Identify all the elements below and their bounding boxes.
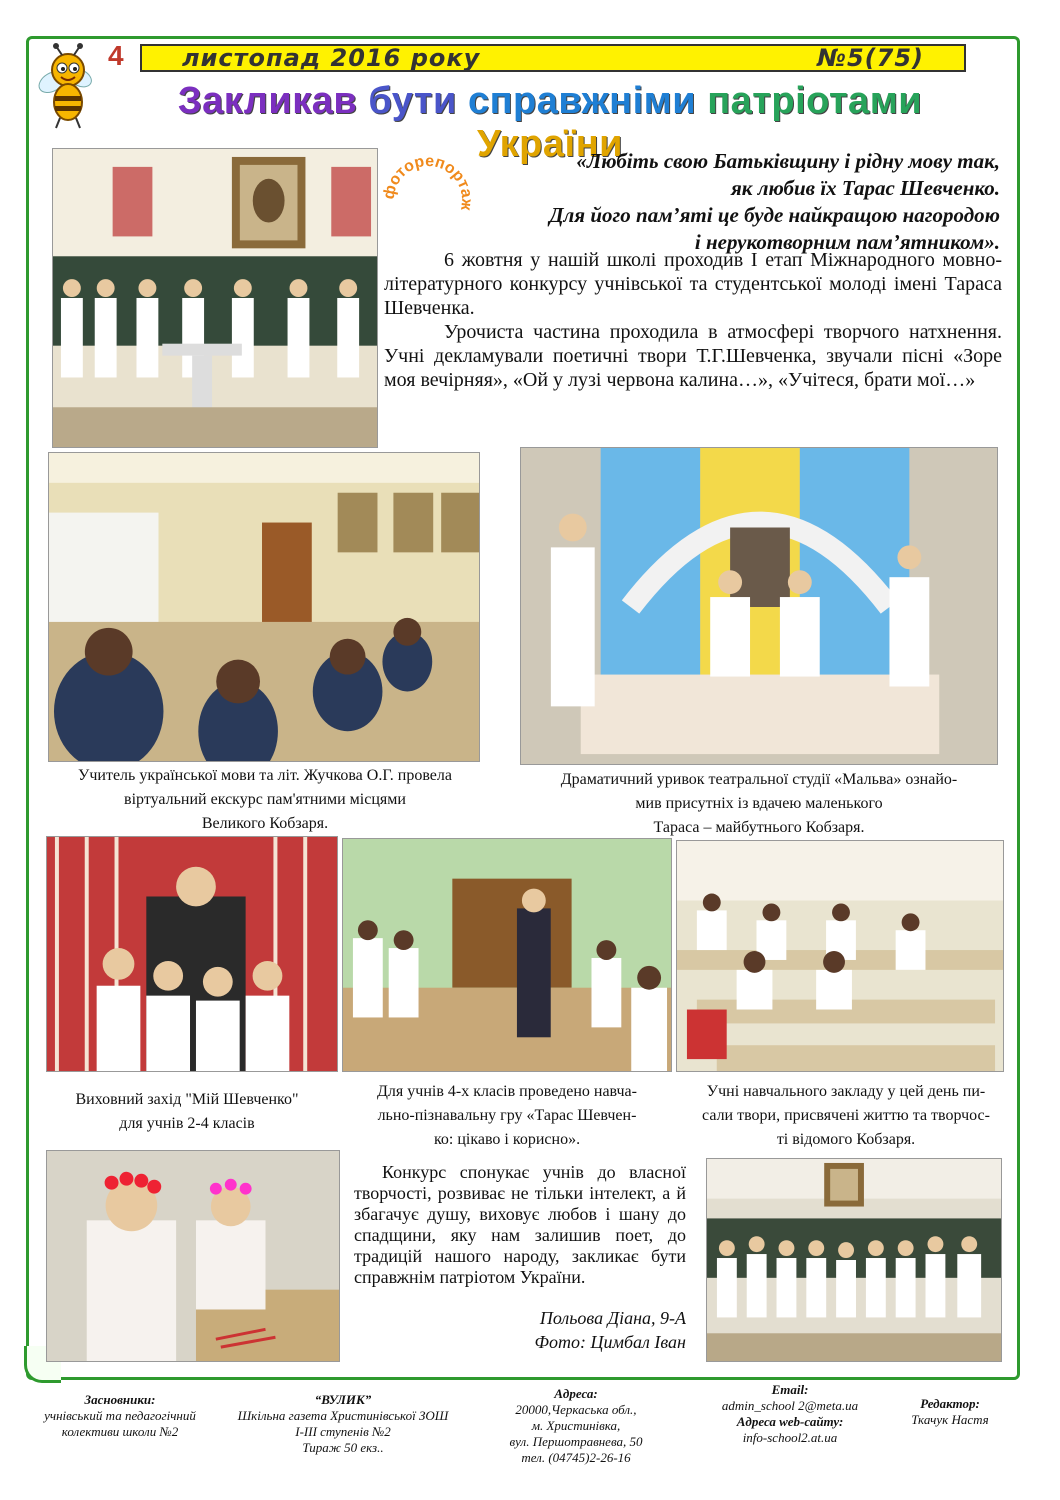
footer-line: тел. (04745)2-26-16 xyxy=(521,1450,631,1465)
caption-line: віртуальний екскурс пам'ятними місцями xyxy=(124,791,406,808)
intro-text xyxy=(384,248,1002,392)
intro-paragraph: 6 жовтня у нашій школі проходив І етап Міжнародного мовно-літературного конкурсу учнівської та студентської молоді імені Тараса Шевченка. xyxy=(384,249,1002,319)
caption-line: Виховний захід "Мій Шевченко" xyxy=(75,1091,299,1108)
photo-virtual-excursion xyxy=(48,452,480,762)
title-word: патріотами xyxy=(707,80,923,122)
caption-line: Учні навчального закладу у цей день пи- xyxy=(706,1083,986,1100)
photoreport-badge-text: фоторепортаж xyxy=(380,152,476,212)
footer-line: І-ІІІ ступенів №2 xyxy=(295,1424,391,1439)
intro-paragraph: Урочиста частина проходила в атмосфері творчого натхнення. Учні декламували поетичні твори Т.Г.Шевченка, звучали пісні «Зоре моя вечірняя», «Ой у лузі червона калина…», «Учітеся, брати мої…» xyxy=(384,321,1002,391)
photoreport-badge xyxy=(380,152,476,248)
footer-label: “ВУЛИК” xyxy=(314,1392,372,1407)
title-word: України xyxy=(476,123,624,165)
caption-line: мив присутніх із вдачею маленького xyxy=(635,795,883,812)
footer-label: Адреса web-сайту: xyxy=(736,1414,844,1429)
svg-text:фоторепортаж xyxy=(381,153,476,212)
issue-number: №5(75) xyxy=(817,44,924,72)
caption-line: Учитель української мови та літ. Жучкова О.Г. провела xyxy=(78,767,452,784)
caption-line: ті відомого Кобзаря. xyxy=(776,1131,916,1148)
footer-label: Редактор: xyxy=(920,1396,980,1411)
caption-line: Для учнів 4-х класів проведено навча- xyxy=(377,1083,637,1100)
footer-line: 20000,Черкаська обл., xyxy=(515,1402,637,1417)
footer-line: Ткачук Настя xyxy=(911,1412,989,1427)
caption-theatre-studio xyxy=(520,768,998,840)
footer-line: Тираж 50 екз.. xyxy=(302,1440,384,1455)
footer-line: колективи школи №2 xyxy=(61,1424,179,1439)
footer-label: Email: xyxy=(771,1382,809,1397)
photo-writing-essays xyxy=(676,840,1004,1072)
author-credits xyxy=(470,1306,686,1354)
footer-line: вул. Першотравнева, 50 xyxy=(509,1434,643,1449)
caption-writing-essays xyxy=(676,1080,1016,1152)
photo-girls-in-wreaths xyxy=(46,1150,340,1362)
photo-participants-lineup xyxy=(706,1158,1002,1362)
footer-label: Адреса: xyxy=(554,1386,598,1401)
quote-line: «Любіть свою Батьківщину і рідну мову так, xyxy=(576,149,1000,173)
footer-contacts xyxy=(690,1382,890,1446)
footer-line: учнівський та педагогічний xyxy=(44,1408,196,1423)
caption-line: ко: цікаво і корисно». xyxy=(433,1131,581,1148)
quote-line: як любив їх Тарас Шевченко. xyxy=(730,176,1000,200)
footer-address xyxy=(484,1386,668,1466)
issue-date: листопад 2016 року xyxy=(182,44,481,72)
photo-theatre-studio xyxy=(520,447,998,765)
footer-editor xyxy=(894,1396,1006,1428)
title-word: бути xyxy=(368,80,457,122)
caption-line: сали твори, присвячені життю та творчос- xyxy=(702,1107,990,1124)
caption-line: Тараса – майбутнього Кобзаря. xyxy=(653,819,865,836)
article-author: Польова Діана, 9-А xyxy=(539,1308,686,1328)
footer-site-link[interactable]: info-school2.at.ua xyxy=(742,1430,838,1445)
title-word: Закликав xyxy=(177,80,358,122)
issue-date-band xyxy=(140,44,966,72)
caption-line: льно-пізнавальну гру «Тарас Шевчен- xyxy=(377,1107,637,1124)
footer-email-link[interactable]: admin_school 2@meta.ua xyxy=(721,1398,859,1413)
photo-my-shevchenko xyxy=(46,836,338,1072)
footer-line: Шкільна газета Христинівської ЗОШ xyxy=(237,1408,449,1423)
caption-my-shevchenko xyxy=(46,1088,328,1136)
caption-line: Великого Кобзаря. xyxy=(201,815,329,832)
caption-learning-game xyxy=(342,1080,672,1152)
conclusion-paragraph: Конкурс спонукає учнів до власної творчості, розвиває не тільки інтелект, а й збагачує душу, виховує любов і шану до спадщини, яку нам залишив поет, до традицій нашого народу, закликає бути справжнім патріотом України. xyxy=(354,1162,686,1287)
conclusion-text xyxy=(354,1162,686,1288)
title-word: справжніми xyxy=(467,80,697,122)
caption-virtual-excursion xyxy=(48,764,482,836)
page-number: 4 xyxy=(108,40,124,71)
footer-founders xyxy=(30,1392,210,1440)
bee-mascot-icon xyxy=(30,42,106,130)
caption-line: для учнів 2-4 класів xyxy=(119,1115,255,1132)
quote-line: і нерукотворним пам’ятником». xyxy=(694,230,1000,254)
footer-line: м. Христинівка, xyxy=(531,1418,621,1433)
footer-paper-info xyxy=(222,1392,464,1456)
photo-learning-game xyxy=(342,838,672,1072)
footer-label: Засновники: xyxy=(84,1392,156,1407)
photo-opening-ceremony xyxy=(52,148,378,448)
quote-line: Для його пам’яті це буде найкращою нагородою xyxy=(549,203,1000,227)
shevchenko-quote xyxy=(470,148,1000,256)
caption-line: Драматичний уривок театральної студії «Мальва» ознайо- xyxy=(560,771,958,788)
photo-credit: Фото: Цимбал Іван xyxy=(534,1332,686,1352)
